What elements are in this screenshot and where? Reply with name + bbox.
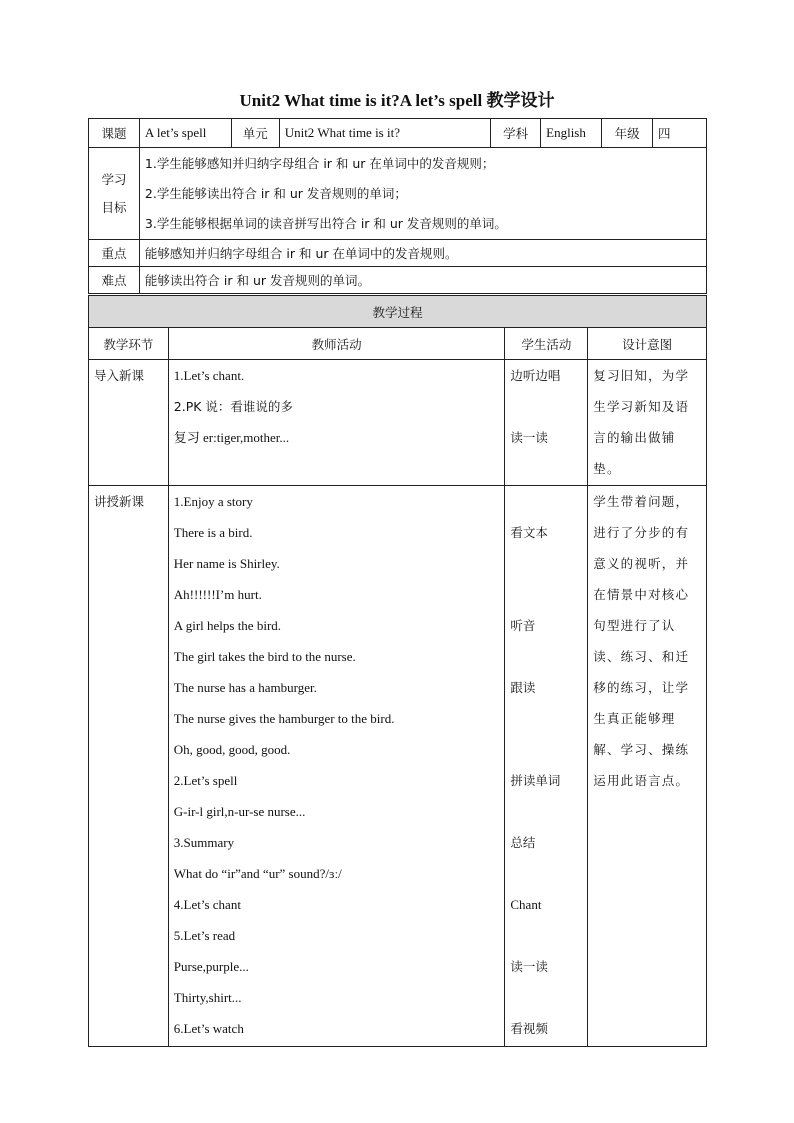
unit-value: Unit2 What time is it?: [279, 119, 491, 148]
stage-cell: 讲授新课: [89, 486, 169, 1047]
teacher-activity-line: 6.Let’s watch: [173, 1021, 244, 1036]
difficulties-text: 能够读出符合 ir 和 ur 发音规则的单词。: [139, 267, 706, 294]
teacher-activity-line: 4.Let’s chant: [173, 897, 241, 912]
objectives-list: [139, 148, 706, 240]
teacher-activity-line: What do “ir”and “ur” sound?/ɜː/: [173, 866, 342, 881]
objectives-label: 学习 目标: [89, 148, 140, 240]
teacher-activity-line: G-ir-l girl,n-ur-se nurse...: [173, 804, 306, 819]
column-header-teacher: 教师活动: [168, 328, 505, 360]
student-activity-line: 总结: [510, 835, 536, 850]
teacher-activity-line: 复习 er:tiger,mother...: [173, 430, 290, 445]
column-header-intent: 设计意图: [588, 328, 707, 360]
teacher-activity-line: The nurse gives the hamburger to the bird.: [173, 711, 395, 726]
teacher-activity-line: A girl helps the bird.: [173, 618, 282, 633]
student-activity-line: 看视频: [510, 1021, 548, 1036]
subject-value: English: [541, 119, 602, 148]
design-intent-cell: 学生带着问题，进行了分步的有意义的视听，并在情景中对核心句型进行了认读、练习、和迁移的练习，让学生真正能够理解、学习、操练运用此语言点。: [588, 486, 707, 1047]
table-row: [89, 486, 707, 1047]
student-activity-line: [510, 486, 582, 517]
teacher-activity-line: Thirty,shirt...: [173, 990, 242, 1005]
student-activity-line: [510, 982, 582, 1013]
teacher-activity-line: Purse,purple...: [173, 959, 249, 974]
student-activity-line: [510, 579, 582, 610]
student-activity-line: [510, 920, 582, 951]
teacher-activity-line: 3.Summary: [173, 835, 235, 850]
student-activity-cell: [505, 486, 588, 1047]
topic-label: 课题: [89, 119, 140, 148]
objective-item: 2.学生能够读出符合 ir 和 ur 发音规则的单词；: [144, 185, 407, 201]
teacher-activity-line: Ah!!!!!!I’m hurt.: [173, 587, 262, 602]
unit-label: 单元: [231, 119, 279, 148]
process-table: [88, 295, 707, 1047]
student-activity-line: 拼读单词: [510, 773, 561, 788]
teacher-activity-line: The nurse has a hamburger.: [173, 680, 317, 695]
student-activity-cell: [505, 360, 588, 486]
design-intent-cell: 复习旧知，为学生学习新知及语言的输出做铺垫。: [588, 360, 707, 486]
teacher-activity-line: The girl takes the bird to the nurse.: [173, 649, 356, 664]
difficulties-label: 难点: [89, 267, 140, 294]
key-points-label: 重点: [89, 240, 140, 267]
teacher-activity-line: 1.Enjoy a story: [173, 494, 253, 509]
student-activity-line: [510, 641, 582, 672]
objective-item: 3.学生能够根据单词的读音拼写出符合 ir 和 ur 发音规则的单词。: [144, 215, 507, 231]
student-activity-line: [510, 796, 582, 827]
student-activity-line: 边听边唱: [510, 368, 561, 383]
student-activity-line: Chant: [510, 897, 542, 912]
stage-cell: 导入新课: [89, 360, 169, 486]
teacher-activity-line: Her name is Shirley.: [173, 556, 280, 571]
column-header-student: 学生活动: [505, 328, 588, 360]
student-activity-line: [510, 391, 582, 422]
student-activity-line: [510, 858, 582, 889]
grade-label: 年级: [602, 119, 653, 148]
teacher-activity-line: 5.Let’s read: [173, 928, 236, 943]
teacher-activity-cell: [168, 486, 505, 1047]
table-row: [89, 360, 707, 486]
student-activity-line: 读一读: [510, 430, 548, 445]
teacher-activity-line: 1.Let’s chant.: [173, 368, 245, 383]
teacher-activity-line: Oh, good, good, good.: [173, 742, 291, 757]
student-activity-line: 听音: [510, 618, 536, 633]
topic-value: A let’s spell: [139, 119, 231, 148]
student-activity-line: 跟读: [510, 680, 536, 695]
teacher-activity-cell: [168, 360, 505, 486]
info-table: [88, 118, 707, 294]
student-activity-line: [510, 548, 582, 579]
process-header: 教学过程: [89, 296, 707, 328]
key-points-text: 能够感知并归纳字母组合 ir 和 ur 在单词中的发音规则。: [139, 240, 706, 267]
student-activity-line: 看文本: [510, 525, 548, 540]
student-activity-line: [510, 703, 582, 734]
document-title: Unit2 What time is it?A let’s spell 教学设计: [239, 91, 555, 110]
grade-value: 四: [653, 119, 707, 148]
subject-label: 学科: [491, 119, 541, 148]
column-header-stage: 教学环节: [89, 328, 169, 360]
teacher-activity-line: 2.PK 说：看谁说的多: [173, 399, 293, 414]
student-activity-line: 读一读: [510, 959, 548, 974]
student-activity-line: [510, 734, 582, 765]
teacher-activity-line: 2.Let’s spell: [173, 773, 238, 788]
objective-item: 1.学生能够感知并归纳字母组合 ir 和 ur 在单词中的发音规则；: [144, 155, 495, 171]
teacher-activity-line: There is a bird.: [173, 525, 253, 540]
